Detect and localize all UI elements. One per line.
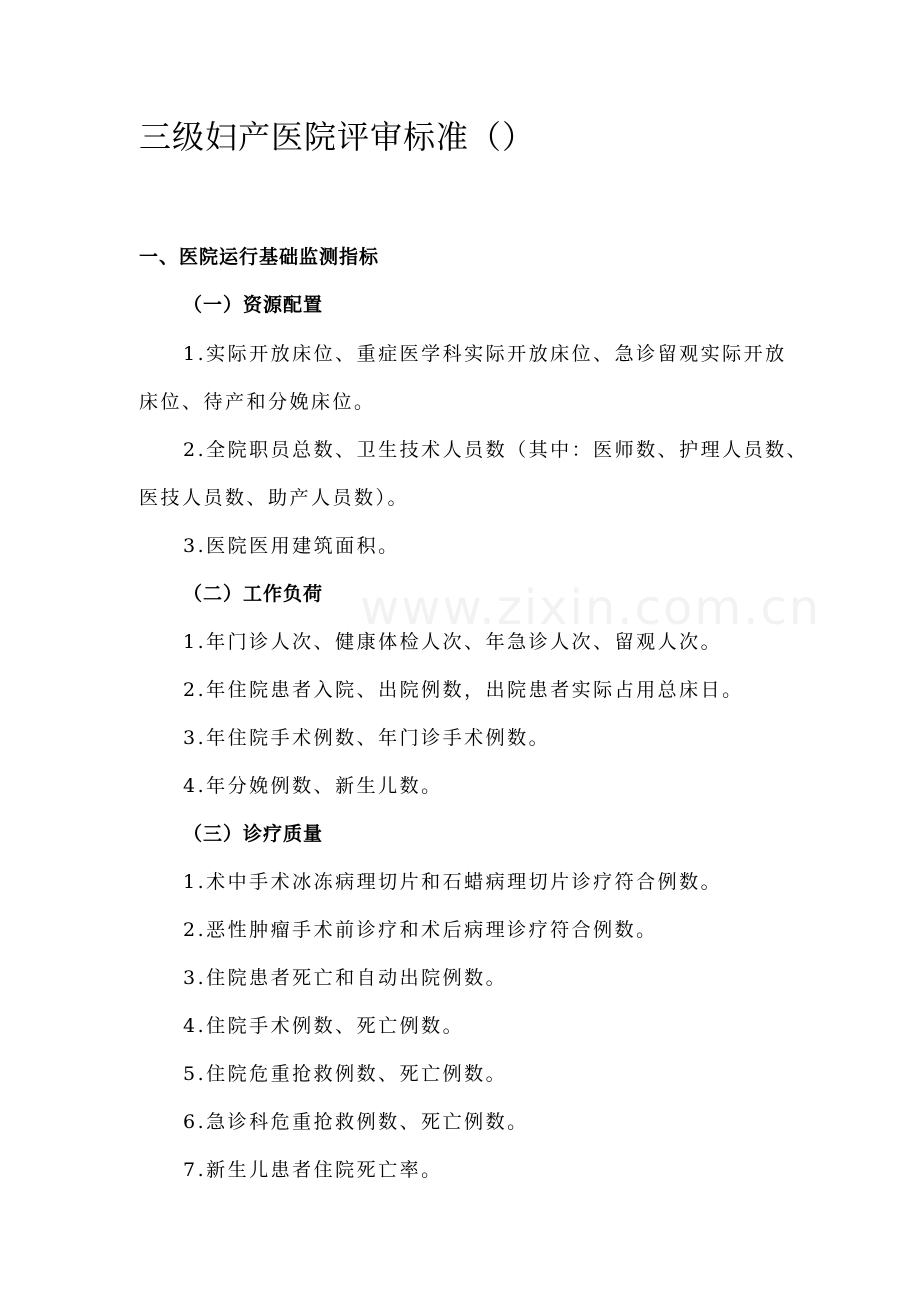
- document-title: 三级妇产医院评审标准（）: [139, 118, 536, 156]
- list-item: 2.全院职员总数、卫生技术人员数（其中：医师数、护理人员数、: [183, 439, 809, 461]
- list-item: 6.急诊科危重抢救例数、死亡例数。: [183, 1111, 529, 1133]
- watermark: www.zixin.com.cn: [360, 580, 822, 636]
- list-item: 5.住院危重抢救例数、死亡例数。: [183, 1063, 508, 1085]
- list-item: 3.年住院手术例数、年门诊手术例数。: [183, 727, 551, 749]
- list-item: 1.术中手术冰冻病理切片和石蜡病理切片诊疗符合例数。: [183, 871, 723, 893]
- list-item: 1.实际开放床位、重症医学科实际开放床位、急诊留观实际开放: [183, 343, 787, 365]
- subsection-heading-workload: （二）工作负荷: [183, 583, 324, 605]
- list-item: 4.年分娩例数、新生儿数。: [183, 775, 443, 797]
- subsection-heading-quality: （三）诊疗质量: [183, 823, 324, 845]
- list-item-continuation: 医技人员数、助产人员数）。: [139, 487, 410, 509]
- list-item: 2.年住院患者入院、出院例数，出院患者实际占用总床日。: [183, 679, 744, 701]
- list-item: 3.住院患者死亡和自动出院例数。: [183, 967, 508, 989]
- list-item: 7.新生儿患者住院死亡率。: [183, 1159, 443, 1181]
- list-item: 1.年门诊人次、健康体检人次、年急诊人次、留观人次。: [183, 631, 723, 653]
- list-item: 2.恶性肿瘤手术前诊疗和术后病理诊疗符合例数。: [183, 919, 658, 941]
- list-item: 3.医院医用建筑面积。: [183, 535, 400, 557]
- list-item: 4.住院手术例数、死亡例数。: [183, 1015, 465, 1037]
- section-heading: 一、医院运行基础监测指标: [139, 246, 380, 268]
- subsection-heading-resources: （一）资源配置: [183, 294, 324, 316]
- list-item-continuation: 床位、待产和分娩床位。: [139, 391, 376, 413]
